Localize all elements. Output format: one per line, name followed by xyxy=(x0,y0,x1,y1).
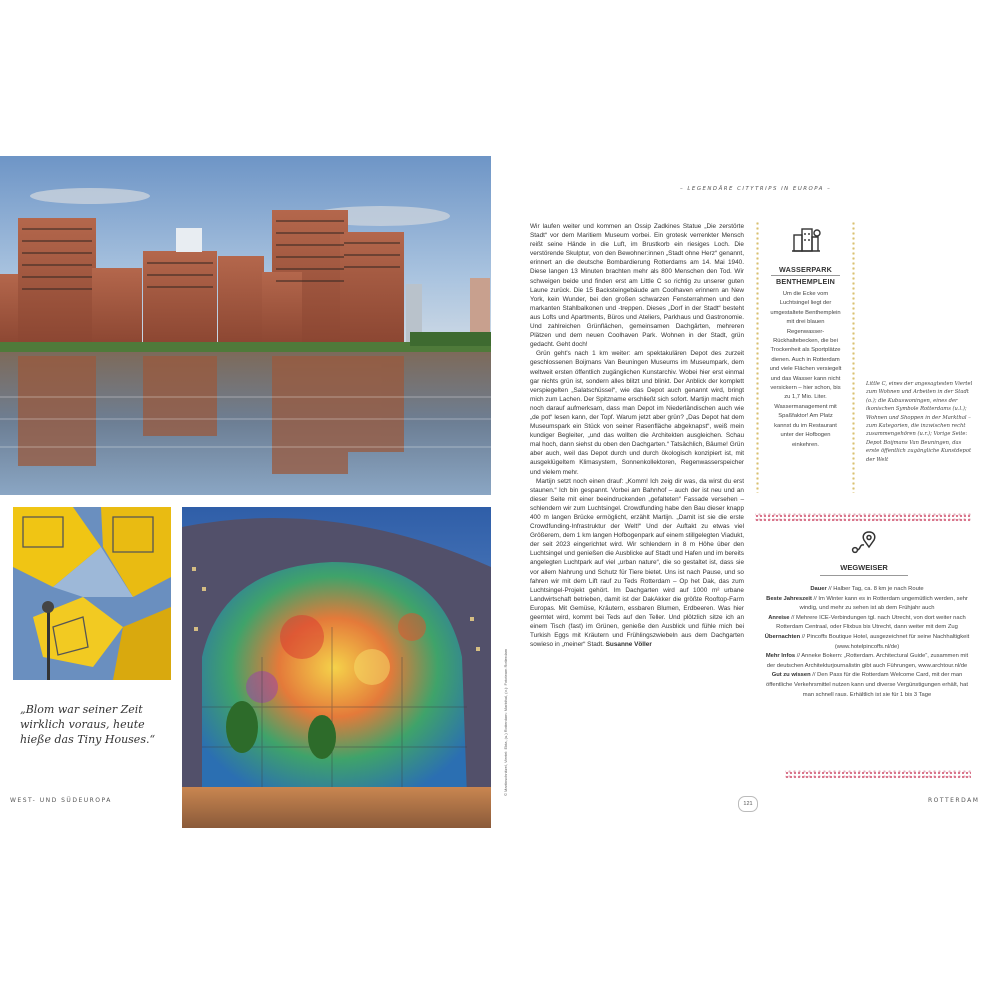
pull-quote: „Blom war seiner Zeit wirklich voraus, heute hieße das Tiny Houses.“ xyxy=(20,703,156,746)
cube-houses-photo xyxy=(13,507,171,680)
sidebar-title-line2: BENTHEMPLEIN xyxy=(771,275,840,286)
route-icon xyxy=(848,528,878,558)
cube-houses-illustration xyxy=(13,507,171,680)
wegweiser-item-text: // Den Pass für die Rotterdam Welcome Card, mit der man öffentliche Verkehrsmittel nutzen kann und diverse Vergünstigungen erhält, hat man schnell raus. Erhältlich ist sie für 1 bis 3 Tage xyxy=(766,672,968,698)
wegweiser-item xyxy=(762,614,972,633)
running-head: – LEGENDÄRE CITYTRIPS IN EUROPA – xyxy=(680,186,832,192)
wegweiser-underline xyxy=(820,575,908,576)
wegweiser-item-label: Beste Jahreszeit xyxy=(766,595,812,602)
sidebar-box-wasserpark xyxy=(755,221,856,493)
wegweiser-item xyxy=(762,595,972,614)
footer-section-label: WEST- UND SÜDEUROPA xyxy=(10,797,112,804)
wegweiser-item xyxy=(762,585,972,595)
decorative-separator-bottom xyxy=(785,770,971,779)
wegweiser-item-label: Gut zu wissen xyxy=(771,672,811,679)
article-paragraph-text: Martijn setzt noch einen drauf: „Komm! Ich zeig dir was, da wirst du erst staunen.“ Ich bin gespannt. Vorbei am Bahnhof – auch der ist neu und an dieser Seite mit einer beeindruckenden „gefalteten“ Fassade versehen – schlendern wir zum Luchtsingel. Crowdfunding habe den Bau dieser knapp 400 m langen Brücke ermöglicht, erzählt Martijn. „Damit ist sie die erste Crowdfunding-Infrastruktur der Welt!“ Und der Auftakt zu etwas viel Größerem, dem 1 km langen Hofbogenpark auf einem stillgelegten Viadukt, der seit 2023 eingerichtet wird. Wir schlendern in 8 m Höhe über den Luchtsingel und genießen die Ausblicke auf Stadt und Hafen und im bereits angelegten Luchtpark auf viel „urban nature“, die so gestaltet ist, dass sie vor allem Nahrung und Schutz für Tiere bietet. Uns ist nach Pause, und so fahren wir mit dem Lift rauf zu Teds Rotterdam – Op het Dak, das zum Luchtsingel-Projekt gehört. Im Dachgarten wird auf 1000 m² urbane Landwirtschaft betrieben, damit ist der DakAkker die größte Rooftop-Farm Europas. Mit Gemüse, Kräutern, essbaren Blumen, Erdbeeren. Was hier geerntet wird, kommt bei Teds auf den Teller. Und plötzlich sitze ich an einem Tisch (fast) im Grünen, genieße den Ausblick und fühle mich bei Turkish Eggs mit Kräutern und Frühlingszwiebeln aus dem Dachgarten sowieso in „meiner“ Stadt. xyxy=(530,477,744,649)
photo-credit: © Martinschnitzel, Viertel: Ekta, (u.) Rotterdam: Markthal, (o.): Fototeam Rotterdam xyxy=(503,648,508,796)
wegweiser-item xyxy=(762,671,972,700)
wegweiser-item-label: Übernachten xyxy=(764,633,801,640)
decorative-separator-top xyxy=(755,513,971,522)
sidebar-title xyxy=(755,265,856,286)
wegweiser-item-label: Mehr Infos xyxy=(765,653,796,660)
article-author: Susanne Völler xyxy=(605,641,652,649)
sidebar-text: Um die Ecke vom Luchtsingel liegt der umgestaltete Benthemplein mit drei blauen Regenwasser-Rückhaltebecken, die bei Trockenheit als Sportplätze dienen. Auch in Rotterdam und viele Flächen versiegelt und das Wasser kann nicht versickern – hier schon, bis zu 1,7 Mio. Liter. Wassermanagement mit Spaßfaktor! Am Platz kannst du im Restaurant unter der Hofbogen einkehren. xyxy=(769,291,842,448)
wegweiser-item-text: // Halber Tag, ca. 8 km je nach Route xyxy=(826,586,924,592)
dotted-border-right xyxy=(851,221,856,493)
page-number: 121 xyxy=(738,796,758,812)
wegweiser-item-label: Anreise xyxy=(768,614,790,621)
markthal-photo xyxy=(182,507,491,828)
article-paragraph xyxy=(530,477,744,650)
article-paragraph: Wir laufen weiter und kommen an Ossip Zadkines Statue „Die zerstörte Stadt“ vor dem Maritiem Museum vorbei. Ein grotesk verrenkter Mensch reißt seine Hände in die Luft, im Brustkorb ein riesiges Loch. Die verstörende Skulptur, von den Bewohner:innen „Stadt ohne Herz“ genannt, erinnert an die deutsche Bombardierung Rotterdams am 14. Mai 1940. Diese langen 13 Minuten brachten mehr als 800 Menschen den Tod. Wir schweigen beide und finden erst am Little C so richtig zu unserer guten Laune zurück. Die 15 Backsteingebäude am Coolhaven erinnern an New York, kein Wunder, bei den großen schwarzen Fensterrahmen und den markanten Stahlbalkonen und -treppen. Dieses „Dorf in der Stadt“ besteht aus Lofts und Apartments, Büros und Ateliers, Parkhaus und Gastronomie. Und zahlreichen Grünflächen, gemeinsamen Dachgärten, mehreren Plätzen und dem neuen Coolhaven Park. Wohnen in der Stadt, grün gedacht. Geht doch! xyxy=(530,223,744,349)
wegweiser-item-text: // Im Winter kann es in Rotterdam ungemütlich werden, sehr windig, und mehr zu sehen ist ab dem Frühjahr auch xyxy=(799,595,968,612)
article-body xyxy=(530,222,744,649)
dotted-border-left xyxy=(755,221,760,493)
sidebar-title-line1: WASSERPARK xyxy=(779,265,832,274)
wegweiser-item xyxy=(762,633,972,652)
little-c-illustration xyxy=(0,156,491,495)
wegweiser-item-text: // Pincoffs Boutique Hotel, ausgezeichnet für seine Nachhaltigkeit (www.hotelpincoffs.nl/de) xyxy=(800,633,970,650)
wegweiser-title: WEGWEISER xyxy=(840,563,888,572)
wegweiser-item-label: Dauer xyxy=(810,586,827,592)
wegweiser-item xyxy=(762,652,972,671)
building-icon xyxy=(790,223,822,255)
little-c-photo xyxy=(0,156,491,495)
markthal-illustration xyxy=(182,507,491,828)
wegweiser-item-text: // Anneke Bokern: „Rotterdam. Architectural Guide“, zusammen mit der deutschen Architekturjournalistin gibt auch Führungen, www.archtour.nl/de xyxy=(766,653,969,669)
wegweiser-list xyxy=(762,585,972,700)
article-paragraph: Grün geht's nach 1 km weiter: am spektakulären Depot des zurzeit geschlossenen Boijmans Van Beuningen Museums im Museumpark, dem weltweit ersten öffentlich zugänglichen Kunstarchiv. Wobei hier erst einmal gar nichts grün ist, sondern alles blitzt und blinkt. Der Anblick der komplett verspiegelten „Salatschüssel“, wie das Depot auch genannt wird, bringt mich zum Lachen. Der Spitzname erschließt sich sofort. Martijn macht mich noch darauf aufmerksam, dass man Depot im Niederländischen auch wie „de pot“ lesen kann, der Topf. Warum jetzt aber grün? „Das Depot hat dem Museumspark ein Stück von seiner Rasenfläche abgeknapst“, weiß mein kundiger Begleiter, „und das wollten die Architekten ausgleichen. Schau mal hoch, dann siehst du oben den Dachgarten.“ Tatsächlich, Bäume! Grün aber auch, weil das Depot durch und durch ökologisch konzipiert ist, mit ausgeklügeltem Klimasystem, Sonnenkollektoren, Regenwasserspeicher und vielem mehr. xyxy=(530,350,744,476)
wegweiser-item-text: // Mehrere ICE-Verbindungen tgl. nach Utrecht, von dort weiter nach Rotterdam Centraal, oder Flixbus bis Utrecht, dann weiter mit dem Zug xyxy=(776,614,966,631)
photo-caption: Little C, eines der angesagtesten Viertel zum Wohnen und Arbeiten in der Stadt (o.); die Kubuswoningen, eines der ikonischen Symbole Rotterdams (u.l.); Wohnen und Shoppen in der Markthal – zum Kategorien, die inzwischen recht zusammengehören (u.r.); Vorige Seite: Depot Boijmans Van Beuningen, das erste öffentlich zugängliche Kunstdepot der Welt xyxy=(866,381,973,463)
footer-city-label: ROTTERDAM xyxy=(928,797,980,804)
